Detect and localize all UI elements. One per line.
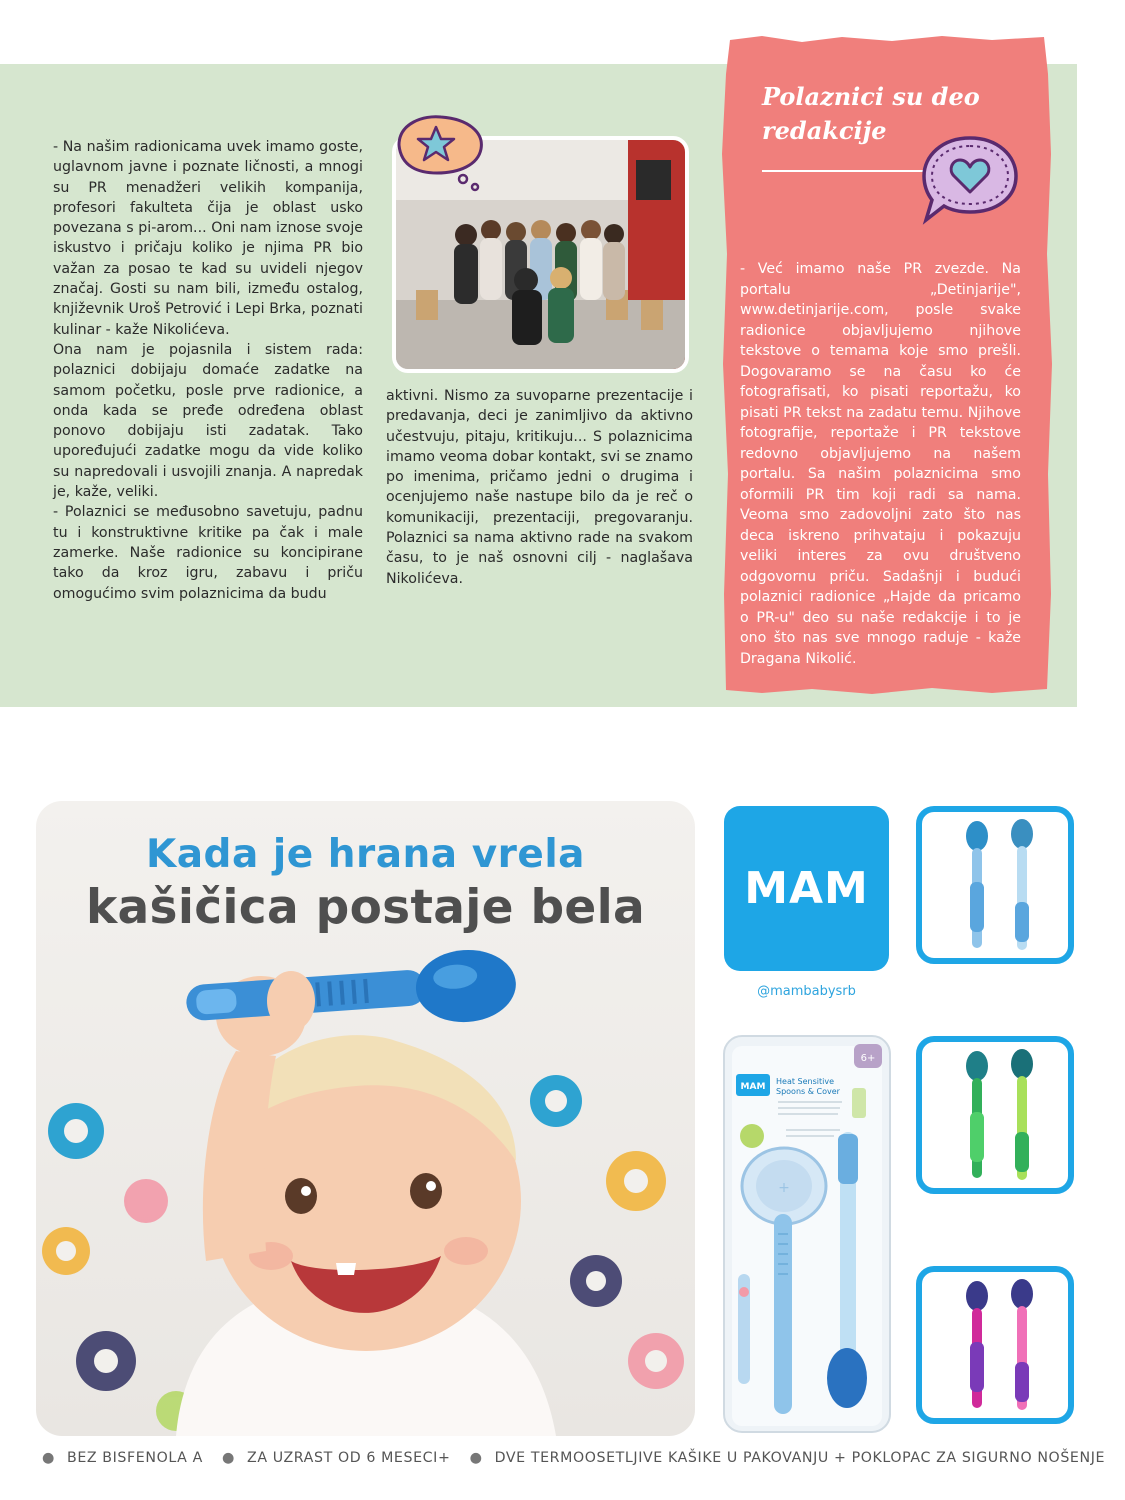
feature-item: DVE TERMOOSETLJIVE KAŠIKE U PAKOVANJU + POKLOPAC ZA SIGURNO NOŠENJE xyxy=(494,1450,1106,1466)
article-column-1 xyxy=(53,137,363,604)
feature-item: ZA UZRAST OD 6 MESECI+ xyxy=(247,1450,451,1466)
article-column-2 xyxy=(386,386,693,589)
blue-spoons-icon xyxy=(922,812,1068,958)
mam-logo xyxy=(724,806,889,971)
heart-speech-bubble-icon xyxy=(918,132,1022,226)
article-paragraph: aktivni. Nismo za suvoparne prezentacije i predavanja, deci je zanimljivo da aktivno učestvuju, pitaju, kritikuju... S polaznicima imamo veoma dobar kontakt, svi se znamo po imenima, pričamo jedni o drugima i ocenjujemo naše nastupe bilo da je reč o komunikaciji, prezentaciji, pregovaranju. Polaznici sa nama aktivno rade na svakom času, to je naš osnovni cilj - naglašava Nikolićeva. xyxy=(386,388,693,587)
ad-headline-gray: kašičica postaje bela xyxy=(85,880,646,935)
star-speech-bubble-icon xyxy=(389,111,489,193)
package-brand: MAM xyxy=(740,1082,766,1092)
article-paragraph: Ona nam je pojasnila i sistem rada: polaznici dobijaju domaće zadatke na samom početku, posle prve radionice, a onda kada se pređe određena oblast ponovo dobijaju isti zadatak. Tako upoređujući zadatke mogu da vide koliko su napredovali i usvojili znanja. A napredak je, kaže, veliki. xyxy=(53,341,363,501)
sidebar-paragraph: - Već imamo naše PR zvezde. Na portalu „Detinjarije", www.detinjarije.com, posle svake radionice objavljujemo njihove tekstove o temama koje smo prešli. Dogovaramo se na času ko će fotografisati, ko pisati reportažu, ko pisati PR tekst na zadatu temu. Njihove fotografije, reportaže i PR tekstove redovno objavljujemo na našem portalu. Sa našim polaznicima smo oformili PR tim koji radi sa nama. Veoma smo zadovoljni zato što nas deca iskreno prihvataju i pokazuju veliki interes za ovu društveno odgovornu priču. Sadašnji i budući polaznici radionice „Hajde da pricamo o PR-u" deo su naše redakcije i to je ono što nas sve mnogo raduje - kaže Dragana Nikolić. xyxy=(740,261,1021,667)
feature-item: BEZ BISFENOLA A xyxy=(66,1450,203,1466)
product-package xyxy=(722,1034,892,1434)
package-title-line-1: Heat Sensitive xyxy=(776,1077,834,1086)
ad-headline-blue: Kada je hrana vrela xyxy=(145,832,585,877)
package-age-badge: 6+ xyxy=(860,1053,876,1064)
mam-logo-text: MAM xyxy=(744,863,869,914)
spoon-pair-green xyxy=(916,1036,1074,1194)
green-spoons-icon xyxy=(922,1042,1068,1188)
sidebar-title: Polaznici su deo redakcije xyxy=(762,82,980,145)
spoon-pair-pink xyxy=(916,1266,1074,1424)
social-handle: @mambabysrb xyxy=(757,984,856,999)
spoon-pair-blue xyxy=(916,806,1074,964)
article-paragraph: - Na našim radionicama uvek imamo goste, uglavnom javne i poznate ličnosti, a mnogi su PR menadžeri velikih kompanija, profesori fakulteta čija je oblast usko povezana s pi-arom... Oni nam iznose svoje iskustvo i pričaju koliko je njima PR bio važan za posao te kad su uvideli njegov značaj. Gosti su nam bili, između ostalog, književnik Uroš Petrović i Lepi Brka, poznati kulinar - kaže Nikolićeva. xyxy=(53,139,363,338)
sidebar-text xyxy=(740,259,1021,669)
sidebar-divider xyxy=(762,170,932,172)
pink-spoons-icon xyxy=(922,1272,1068,1418)
svg-text:+: + xyxy=(778,1180,790,1196)
article-paragraph: - Polaznici se međusobno savetuju, padnu tu i konstruktivne kritike pa čak i male zamerke. Naše radionice su koncipirane tako da kroz igru, zabavu i priču omogućimo svim polaznicima da budu xyxy=(53,504,363,602)
package-title-line-2: Spoons & Cover xyxy=(776,1087,840,1096)
product-features: ● BEZ BISFENOLA A ● ZA UZRAST OD 6 MESECI+ ● DVE TERMOOSETLJIVE KAŠIKE U PAKOVANJU + POKLOPAC ZA SIGURNO NOŠENJE xyxy=(42,1450,1106,1466)
